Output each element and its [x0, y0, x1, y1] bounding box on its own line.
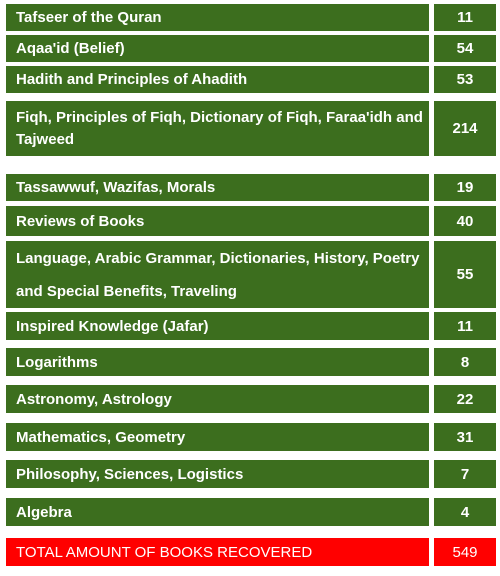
category-name: Fiqh, Principles of Fiqh, Dictionary of Fiqh, Faraa'idh and Tajweed — [6, 101, 429, 156]
table-row — [0, 241, 500, 308]
table-row — [0, 312, 500, 340]
category-name: Reviews of Books — [6, 206, 429, 236]
category-name: Mathematics, Geometry — [6, 423, 429, 451]
table-row — [0, 206, 500, 236]
category-name: Astronomy, Astrology — [6, 385, 429, 413]
total-count: 549 — [434, 538, 496, 566]
table-row — [0, 4, 500, 31]
book-count: 22 — [434, 385, 496, 413]
category-name: Hadith and Principles of Ahadith — [6, 66, 429, 93]
table-row — [0, 423, 500, 451]
table-row — [0, 348, 500, 376]
book-count: 53 — [434, 66, 496, 93]
table-row — [0, 35, 500, 62]
book-count: 31 — [434, 423, 496, 451]
total-label: TOTAL AMOUNT OF BOOKS RECOVERED — [6, 538, 429, 566]
category-name: Philosophy, Sciences, Logistics — [6, 460, 429, 488]
table-row — [0, 498, 500, 526]
total-row — [0, 538, 500, 566]
category-name: Logarithms — [6, 348, 429, 376]
table-row — [0, 66, 500, 93]
category-name: Tafseer of the Quran — [6, 4, 429, 31]
book-count: 11 — [434, 312, 496, 340]
category-name: Tassawwuf, Wazifas, Morals — [6, 174, 429, 201]
book-count: 4 — [434, 498, 496, 526]
book-count: 7 — [434, 460, 496, 488]
table-row — [0, 460, 500, 488]
category-name: Inspired Knowledge (Jafar) — [6, 312, 429, 340]
book-count: 8 — [434, 348, 496, 376]
book-count: 55 — [434, 241, 496, 308]
category-name: Algebra — [6, 498, 429, 526]
category-name: Language, Arabic Grammar, Dictionaries, History, Poetry and Special Benefits, Traveling — [6, 241, 429, 308]
book-count: 11 — [434, 4, 496, 31]
table-row — [0, 174, 500, 201]
table-row — [0, 385, 500, 413]
book-count: 40 — [434, 206, 496, 236]
book-count: 54 — [434, 35, 496, 62]
book-count: 214 — [434, 101, 496, 156]
category-name: Aqaa'id (Belief) — [6, 35, 429, 62]
table-row — [0, 101, 500, 156]
book-count: 19 — [434, 174, 496, 201]
